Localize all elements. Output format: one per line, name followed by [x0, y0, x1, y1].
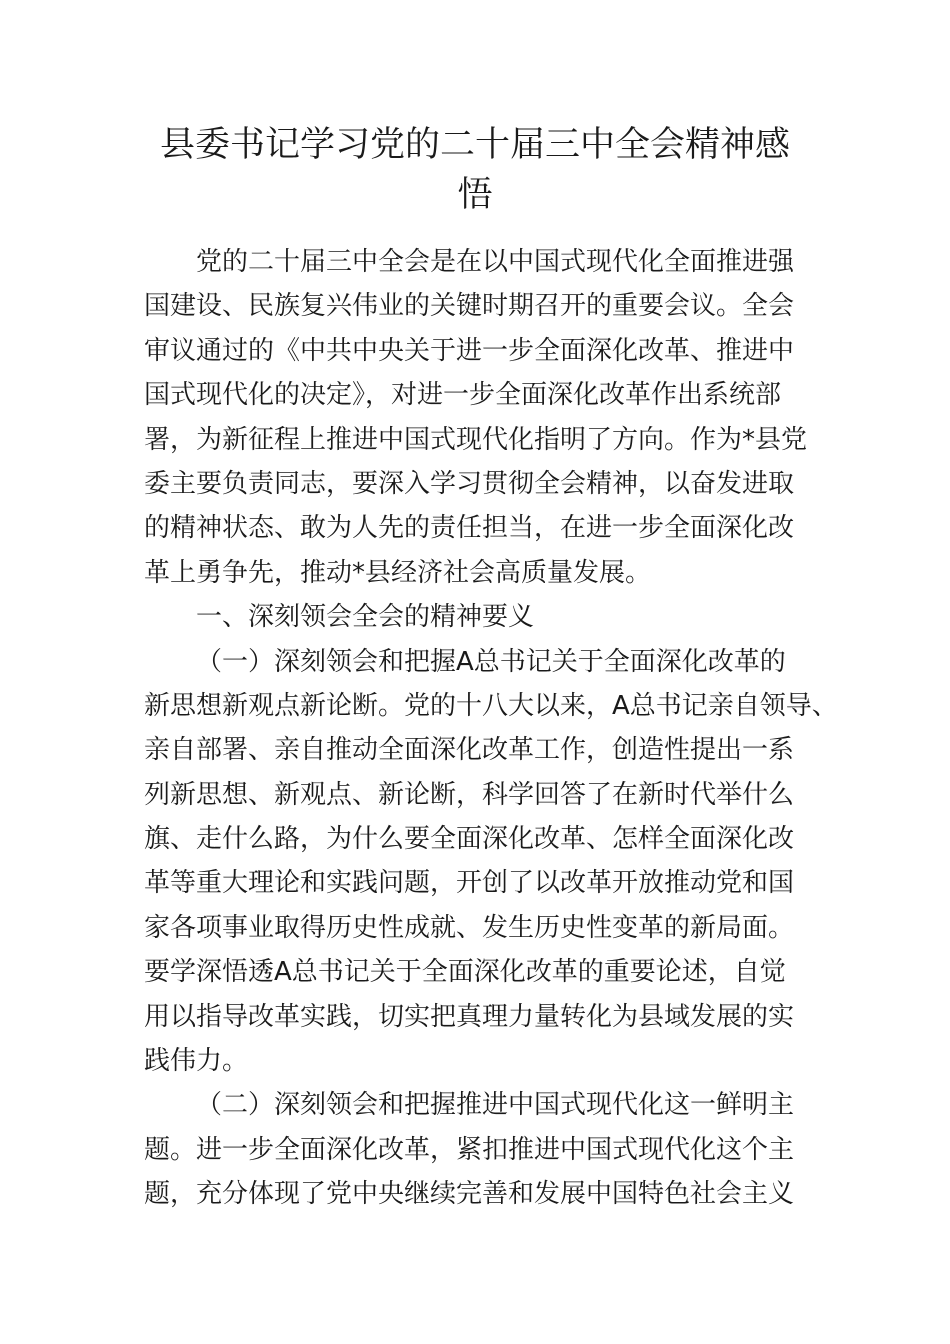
- text-line: 用以指导改革实践，切实把真理力量转化为县域发展的实: [144, 1001, 795, 1032]
- text-line: 审议通过的《中共中央关于进一步全面深化改革、推进中: [144, 335, 795, 366]
- text-line: 革上勇争先，推动*县经济社会高质量发展。: [144, 557, 652, 588]
- text-line: 题。进一步全面深化改革，紧扣推进中国式现代化这个主: [144, 1134, 795, 1165]
- title-line-2: 悟: [457, 175, 493, 215]
- text-line: 践伟力。: [144, 1046, 249, 1077]
- text-line: 的精神状态、敢为人先的责任担当，在进一步全面深化改: [144, 513, 795, 544]
- document-body: [144, 240, 838, 1217]
- document-title: [150, 120, 800, 220]
- text-line: 家各项事业取得历史性成就、发生历史性变革的新局面。: [144, 912, 795, 943]
- text-line: 署，为新征程上推进中国式现代化指明了方向。作为*县党: [144, 424, 808, 455]
- text-line: 题，充分体现了党中央继续完善和发展中国特色社会主义: [144, 1179, 795, 1210]
- text-line: 新思想新观点新论断。党的十八大以来，A总书记亲自领导、: [144, 690, 838, 721]
- title-line-1: 县委书记学习党的二十届三中全会精神感: [159, 125, 790, 165]
- text-line: 列新思想、新观点、新论断，科学回答了在新时代举什么: [144, 779, 795, 810]
- text-line: 要学深悟透A总书记关于全面深化改革的重要论述，自觉: [144, 957, 786, 988]
- text-line: 国建设、民族复兴伟业的关键时期召开的重要会议。全会: [144, 291, 795, 322]
- text-line: 委主要负责同志，要深入学习贯彻全会精神，以奋发进取: [144, 468, 795, 499]
- text-line: 党的二十届三中全会是在以中国式现代化全面推进强: [196, 247, 795, 277]
- text-line: 亲自部署、亲自推动全面深化改革工作，创造性提出一系: [144, 735, 795, 766]
- text-line: （一）深刻领会和把握A总书记关于全面深化改革的: [196, 646, 786, 677]
- text-line: 革等重大理论和实践问题，开创了以改革开放推动党和国: [144, 868, 795, 899]
- text-line: 国式现代化的决定》，对进一步全面深化改革作出系统部: [144, 380, 782, 411]
- text-line: （二）深刻领会和把握推进中国式现代化这一鲜明主: [196, 1090, 795, 1121]
- text-line: 一、深刻领会全会的精神要义: [196, 602, 535, 633]
- text-line: 旗、走什么路，为什么要全面深化改革、怎样全面深化改: [144, 824, 795, 855]
